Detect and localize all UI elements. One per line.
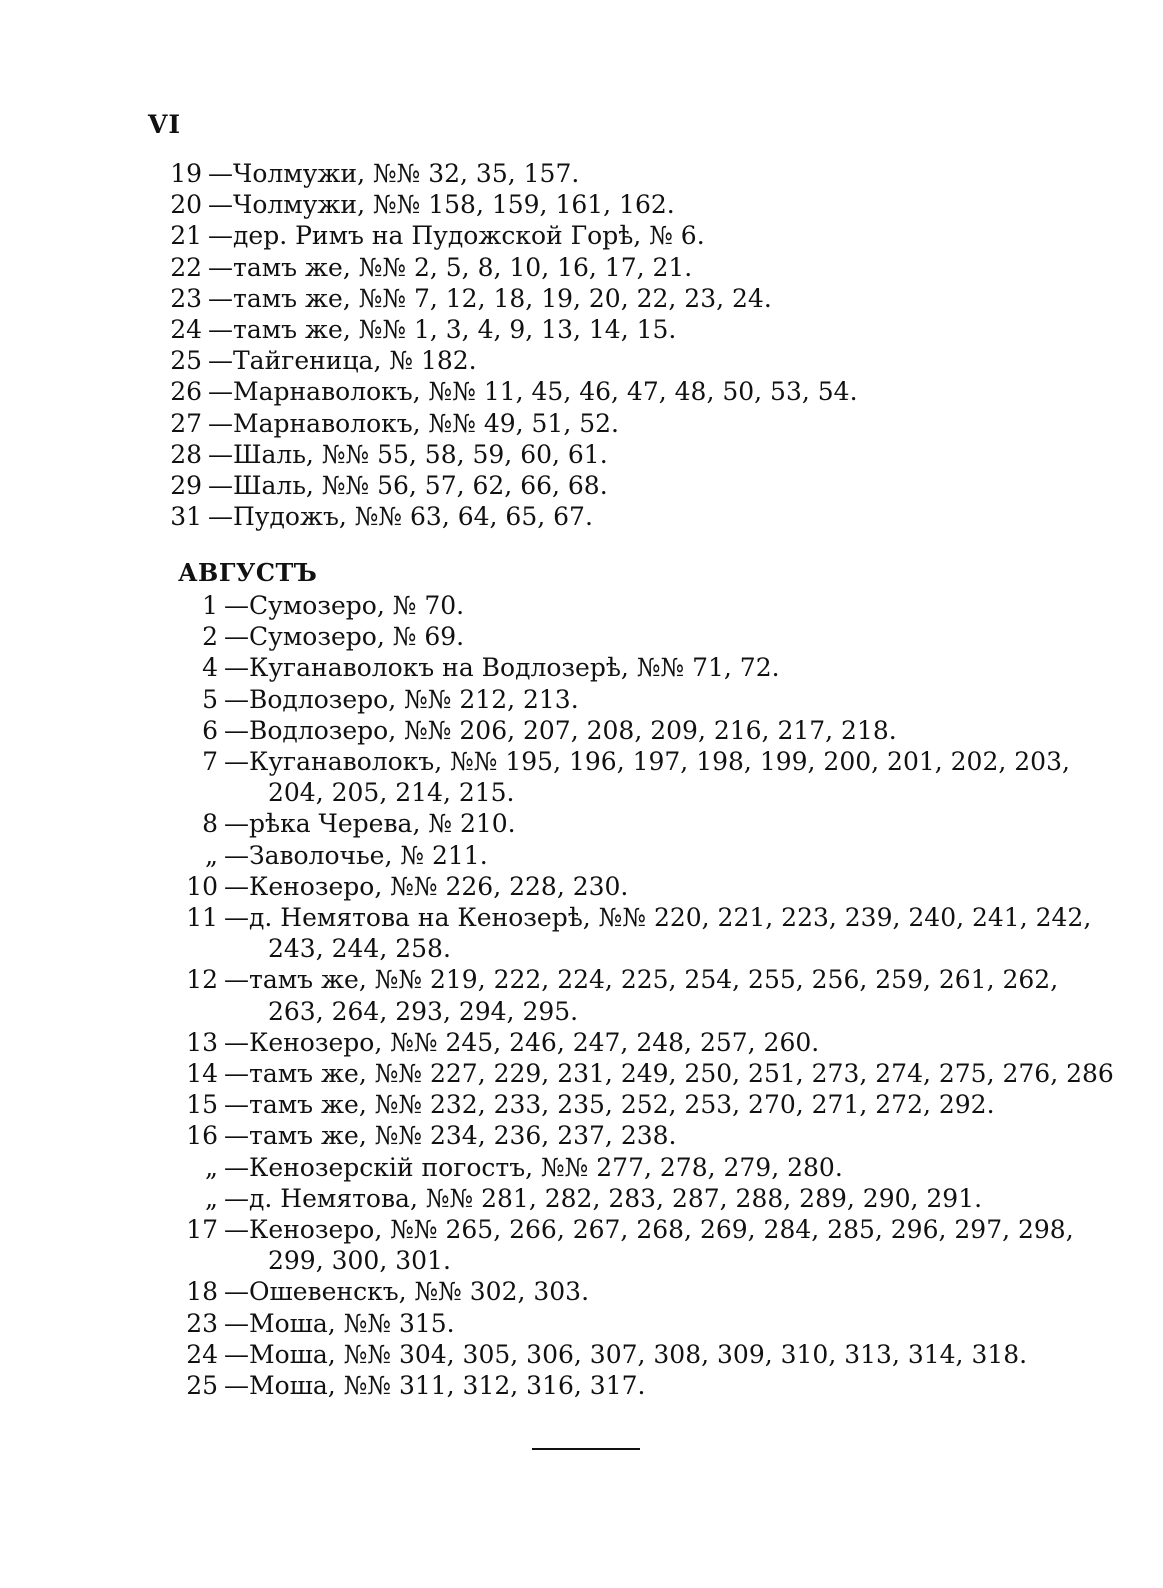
month-heading: АВГУСТЪ [178, 558, 318, 587]
entry-text: Заволочье, № 211. [249, 840, 488, 870]
entry-row [0, 621, 1010, 652]
entry-dash: — [224, 1215, 249, 1245]
entry-day: 11 [186, 903, 218, 933]
entry-text: Сумозеро, № 69. [249, 622, 465, 652]
entry-row [0, 684, 1010, 715]
entry-day: 4 [202, 653, 218, 683]
entry-row [0, 590, 1010, 621]
entry-dash: — [208, 252, 233, 282]
entry-day: 29 [170, 471, 202, 501]
entry-dash: — [208, 283, 233, 313]
entry-text: Куганаволокъ, №№ 195, 196, 197, 198, 199, 200, 201, 202, 203, [249, 747, 1070, 777]
entry-day: 18 [186, 1277, 218, 1307]
entry-day: 16 [186, 1121, 218, 1151]
entry-text: Кенозерскій погостъ, №№ 277, 278, 279, 280. [249, 1152, 843, 1182]
entry-row [0, 158, 1010, 189]
entry-text: Шаль, №№ 55, 58, 59, 60, 61. [233, 439, 608, 469]
entry-text: Водлозеро, №№ 212, 213. [249, 684, 579, 714]
entry-dash: — [208, 471, 233, 501]
entry-dash: — [208, 346, 233, 376]
entry-dash: — [208, 408, 233, 438]
entry-dash: — [224, 1183, 249, 1213]
end-rule [532, 1448, 640, 1450]
entry-dash: — [224, 653, 249, 683]
entry-row [0, 902, 1092, 933]
entry-text: д. Немятова на Кенозерѣ, №№ 220, 221, 223, 239, 240, 241, 242, [249, 903, 1092, 933]
entry-dash: — [224, 747, 249, 777]
entry-text: Водлозеро, №№ 206, 207, 208, 209, 216, 217, 218. [249, 715, 897, 745]
entry-day: 17 [186, 1215, 218, 1245]
entry-day: 7 [202, 747, 218, 777]
entry-dash: — [224, 1059, 249, 1089]
entry-text: тамъ же, №№ 1, 3, 4, 9, 13, 14, 15. [233, 315, 677, 345]
entry-dash: — [224, 1121, 249, 1151]
entry-text: Марнаволокъ, №№ 11, 45, 46, 47, 48, 50, 53, 54. [233, 377, 858, 407]
entry-text: тамъ же, №№ 234, 236, 237, 238. [249, 1121, 677, 1151]
entry-day: 27 [170, 408, 202, 438]
entry-text: тамъ же, №№ 7, 12, 18, 19, 20, 22, 23, 24. [233, 283, 772, 313]
entry-text: Кенозеро, №№ 226, 228, 230. [249, 871, 629, 901]
entry-row [0, 1152, 1010, 1183]
entry-text: Кенозеро, №№ 245, 246, 247, 248, 257, 260. [249, 1027, 820, 1057]
entry-row [0, 314, 1010, 345]
entry-text: рѣка Черева, № 210. [249, 809, 516, 839]
entry-dash: — [224, 1027, 249, 1057]
entry-dash: — [208, 439, 233, 469]
entry-day: „ [205, 1183, 218, 1213]
entry-day: 28 [170, 439, 202, 469]
entry-day: „ [205, 840, 218, 870]
entry-dash: — [224, 871, 249, 901]
entry-dash: — [208, 221, 233, 251]
entry-row [0, 652, 1010, 683]
entry-dash: — [224, 1339, 249, 1369]
entry-row [0, 964, 1059, 995]
entry-day: 14 [186, 1059, 218, 1089]
entry-day: 15 [186, 1090, 218, 1120]
entry-row [0, 1089, 1010, 1120]
entry-day: 13 [186, 1027, 218, 1057]
entry-day: 6 [202, 715, 218, 745]
entry-text: Чолмужи, №№ 158, 159, 161, 162. [233, 190, 675, 220]
entry-continuation: 263, 264, 293, 294, 295. [268, 996, 579, 1026]
entry-day: 24 [170, 315, 202, 345]
entry-text: Моша, №№ 304, 305, 306, 307, 308, 309, 310, 313, 314, 318. [249, 1339, 1028, 1369]
entry-day: 5 [202, 684, 218, 714]
entry-dash: — [224, 1371, 249, 1401]
entry-row [0, 840, 1010, 871]
entry-row [0, 345, 1010, 376]
entry-text: Кенозеро, №№ 265, 266, 267, 268, 269, 284, 285, 296, 297, 298, [249, 1215, 1074, 1245]
entry-dash: — [208, 377, 233, 407]
entry-row [0, 746, 1070, 777]
page-number: VI [148, 110, 182, 139]
entry-day: 22 [170, 252, 202, 282]
entry-dash: — [208, 159, 233, 188]
entry-dash: — [224, 591, 249, 620]
entry-dash: — [208, 190, 233, 220]
entry-text: тамъ же, №№ 219, 222, 224, 225, 254, 255, 256, 259, 261, 262, [249, 965, 1059, 995]
entry-text: Пудожъ, №№ 63, 64, 65, 67. [233, 502, 593, 532]
entry-day: 1 [202, 591, 218, 620]
entry-day: 25 [170, 346, 202, 376]
entry-dash: — [224, 840, 249, 870]
entry-dash: — [224, 715, 249, 745]
entry-row [0, 1214, 1074, 1245]
entry-row [0, 1183, 1010, 1214]
entry-day: 2 [202, 622, 218, 652]
entry-text: тамъ же, №№ 227, 229, 231, 249, 250, 251, 273, 274, 275, 276, 286 [249, 1059, 1114, 1089]
entry-continuation: 204, 205, 214, 215. [268, 778, 515, 808]
entry-text: дер. Римъ на Пудожской Горѣ, № 6. [233, 221, 705, 251]
entry-row [0, 1308, 1010, 1339]
entry-day: 10 [186, 871, 218, 901]
entry-row [0, 470, 1010, 501]
entry-dash: — [224, 809, 249, 839]
entry-row [0, 376, 1010, 407]
entry-day: „ [205, 1152, 218, 1182]
entry-text: Тайгеница, № 182. [233, 346, 477, 376]
entry-continuation: 299, 300, 301. [268, 1246, 451, 1276]
entry-day: 21 [170, 221, 202, 251]
entry-dash: — [224, 903, 249, 933]
entry-text: Моша, №№ 315. [249, 1308, 455, 1338]
entry-row [0, 501, 1010, 532]
entry-dash: — [224, 1308, 249, 1338]
entry-row [0, 871, 1010, 902]
entry-dash: — [224, 965, 249, 995]
entry-day: 31 [170, 502, 202, 532]
entry-day: 12 [186, 965, 218, 995]
entry-row [0, 252, 1010, 283]
entry-dash: — [224, 684, 249, 714]
entry-row [0, 1276, 1010, 1307]
entry-dash: — [208, 502, 233, 532]
entry-text: Сумозеро, № 70. [249, 591, 465, 620]
entry-row [0, 1339, 1028, 1370]
entry-day: 25 [186, 1371, 218, 1401]
entry-text: тамъ же, №№ 232, 233, 235, 252, 253, 270, 271, 272, 292. [249, 1090, 995, 1120]
entry-text: тамъ же, №№ 2, 5, 8, 10, 16, 17, 21. [233, 252, 693, 282]
entry-row [0, 808, 1010, 839]
entry-row [0, 220, 1010, 251]
entry-dash: — [208, 315, 233, 345]
entry-row [0, 283, 1010, 314]
entry-dash: — [224, 1090, 249, 1120]
entry-row [0, 1370, 1010, 1401]
entry-day: 8 [202, 809, 218, 839]
entry-text: Ошевенскъ, №№ 302, 303. [249, 1277, 590, 1307]
entry-day: 20 [170, 190, 202, 220]
entry-day: 24 [186, 1339, 218, 1369]
entry-text: Марнаволокъ, №№ 49, 51, 52. [233, 408, 619, 438]
entry-day: 26 [170, 377, 202, 407]
entry-dash: — [224, 1277, 249, 1307]
entry-row [0, 1058, 1114, 1089]
entry-row [0, 715, 1010, 746]
entry-row [0, 1120, 1010, 1151]
entry-day: 23 [170, 283, 202, 313]
entry-row [0, 189, 1010, 220]
entry-text: Моша, №№ 311, 312, 316, 317. [249, 1371, 646, 1401]
entry-text: Куганаволокъ на Водлозерѣ, №№ 71, 72. [249, 653, 780, 683]
entry-dash: — [224, 622, 249, 652]
entry-day: 23 [186, 1308, 218, 1338]
entry-day: 19 [170, 159, 202, 188]
entry-dash: — [224, 1152, 249, 1182]
entry-continuation: 243, 244, 258. [268, 934, 451, 964]
entry-row [0, 1027, 1010, 1058]
entry-row [0, 408, 1010, 439]
entry-text: д. Немятова, №№ 281, 282, 283, 287, 288, 289, 290, 291. [249, 1183, 983, 1213]
august-entries [0, 590, 1114, 1401]
july-entries [0, 158, 1010, 532]
entry-row [0, 439, 1010, 470]
entry-text: Шаль, №№ 56, 57, 62, 66, 68. [233, 471, 608, 501]
entry-text: Чолмужи, №№ 32, 35, 157. [233, 159, 580, 188]
